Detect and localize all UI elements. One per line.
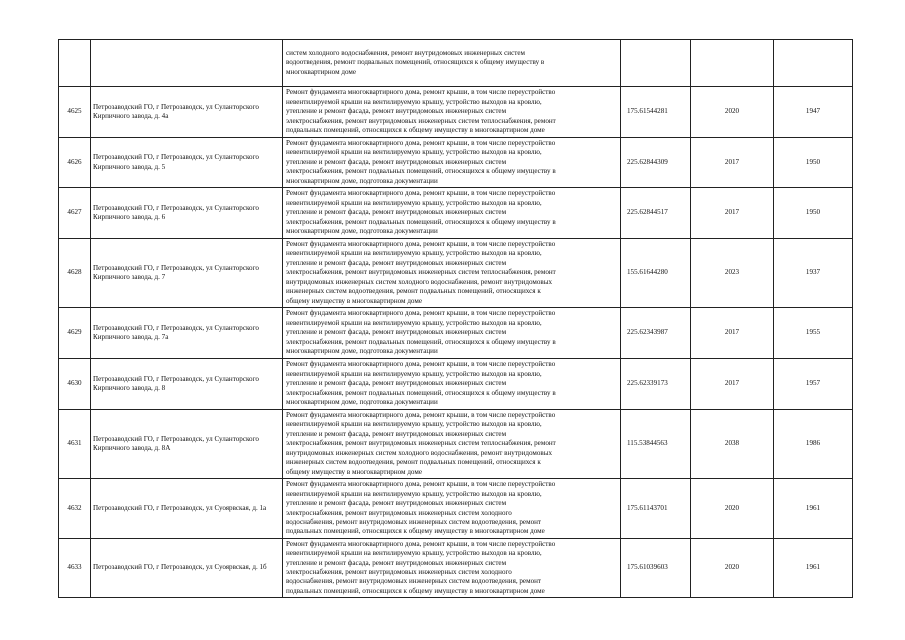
build-year-cell: 1950: [774, 188, 853, 239]
works-line: многоквартирном доме, подготовка документации: [286, 176, 438, 185]
address-cell: Петрозаводский ГО, г Петрозаводск, ул Суланторского Кирпичного завода, д. 6: [91, 188, 283, 239]
works-line: Ремонт фундамента многоквартирного дома, ремонт крыши, в том числе переустройство: [286, 411, 556, 420]
works-line: систем холодного водоснабжения, ремонт внутридомовых инженерных систем: [286, 48, 525, 57]
works-line: утепление и ремонт фасада, ремонт внутридомовых инженерных систем: [286, 157, 507, 166]
cost-value-cell: 225.62844309: [621, 138, 691, 188]
works-line: невентилируемой крыши на вентилируемую крышу, устройство выходов на кровлю,: [286, 198, 542, 207]
table-row: [59, 138, 853, 188]
table-row: [59, 308, 853, 359]
build-year-cell: 1950: [774, 138, 853, 188]
table-row: [59, 479, 853, 539]
address-cell: Петрозаводский ГО, г Петрозаводск, ул Суланторского Кирпичного завода, д. 8: [91, 359, 283, 410]
row-number-cell: 4625: [59, 87, 91, 138]
build-year-cell: 1961: [774, 539, 853, 598]
works-cell: [283, 539, 621, 598]
works-cell: [283, 87, 621, 138]
works-line: Ремонт фундамента многоквартирного дома, ремонт крыши, в том числе переустройство: [286, 480, 556, 489]
planned-year-cell: [691, 40, 774, 87]
row-number-cell: 4629: [59, 308, 91, 359]
planned-year-cell: 2020: [691, 479, 774, 539]
works-line: утепление и ремонт фасада, ремонт внутридомовых инженерных систем: [286, 429, 507, 438]
table-row: [59, 359, 853, 410]
works-line: водоснабжения, ремонт внутридомовых инженерных систем водоотведения, ремонт: [286, 577, 542, 586]
cost-value-cell: 225.62844517: [621, 188, 691, 239]
works-line: электроснабжения, ремонт внутридомовых инженерных систем холодного: [286, 508, 512, 517]
works-line: многоквартирном доме, подготовка документации: [286, 398, 438, 407]
row-number-cell: 4632: [59, 479, 91, 539]
works-line: водоотведения, ремонт подвальных помещений, относящихся к общему имуществу в: [286, 58, 545, 67]
works-line: Ремонт фундамента многоквартирного дома, ремонт крыши, в том числе переустройство: [286, 189, 556, 198]
works-line: утепление и ремонт фасада, ремонт внутридомовых инженерных систем: [286, 499, 507, 508]
works-line: подвальных помещений, относящихся к общему имуществу в многоквартирном доме: [286, 527, 545, 536]
works-line: Ремонт фундамента многоквартирного дома, ремонт крыши, в том числе переустройство: [286, 309, 556, 318]
address-cell: Петрозаводский ГО, г Петрозаводск, ул Суланторского Кирпичного завода, д. 5: [91, 138, 283, 188]
table-row: [59, 239, 853, 308]
works-cell: [283, 410, 621, 479]
row-number-cell: 4627: [59, 188, 91, 239]
build-year-cell: 1961: [774, 479, 853, 539]
works-line: электроснабжения, ремонт подвальных помещений, относящихся к общему имуществу в: [286, 388, 556, 397]
works-line: утепление и ремонт фасада, ремонт внутридомовых инженерных систем: [286, 258, 507, 267]
works-line: невентилируемой крыши на вентилируемую крышу, устройство выходов на кровлю,: [286, 148, 542, 157]
works-cell: [283, 359, 621, 410]
works-line: электроснабжения, ремонт подвальных помещений, относящихся к общему имуществу в: [286, 337, 556, 346]
works-line: электроснабжения, ремонт внутридомовых инженерных систем теплоснабжения, ремонт: [286, 268, 556, 277]
works-cell: [283, 188, 621, 239]
address-cell: Петрозаводский ГО, г Петрозаводск, ул Суланторского Кирпичного завода, д. 4а: [91, 87, 283, 138]
works-cell: [283, 308, 621, 359]
works-line: электроснабжения, ремонт внутридомовых инженерных систем теплоснабжения, ремонт: [286, 116, 556, 125]
planned-year-cell: 2020: [691, 539, 774, 598]
works-line: невентилируемой крыши на вентилируемую крышу, устройство выходов на кровлю,: [286, 489, 542, 498]
works-line: утепление и ремонт фасада, ремонт внутридомовых инженерных систем: [286, 328, 507, 337]
address-cell: [91, 40, 283, 87]
planned-year-cell: 2023: [691, 239, 774, 308]
works-line: подвальных помещений, относящихся к общему имуществу в многоквартирном доме: [286, 126, 545, 135]
works-line: невентилируемой крыши на вентилируемую крышу, устройство выходов на кровлю,: [286, 549, 542, 558]
works-line: утепление и ремонт фасада, ремонт внутридомовых инженерных систем: [286, 107, 507, 116]
works-line: невентилируемой крыши на вентилируемую крышу, устройство выходов на кровлю,: [286, 369, 542, 378]
planned-year-cell: 2038: [691, 410, 774, 479]
planned-year-cell: 2017: [691, 188, 774, 239]
address-cell: Петрозаводский ГО, г Петрозаводск, ул Суоярвская, д. 1а: [91, 479, 283, 539]
build-year-cell: 1947: [774, 87, 853, 138]
planned-year-cell: 2017: [691, 308, 774, 359]
works-line: общему имуществу в многоквартирном доме: [286, 467, 422, 476]
works-line: утепление и ремонт фасада, ремонт внутридомовых инженерных систем: [286, 558, 507, 567]
cost-value-cell: 155.61644280: [621, 239, 691, 308]
address-cell: Петрозаводский ГО, г Петрозаводск, ул Суланторского Кирпичного завода, д. 7а: [91, 308, 283, 359]
works-cell: [283, 138, 621, 188]
works-line: инженерных систем водоотведения, ремонт подвальных помещений, относящихся к: [286, 458, 541, 467]
cost-value-cell: [621, 40, 691, 87]
works-line: невентилируемой крыши на вентилируемую крышу, устройство выходов на кровлю,: [286, 318, 542, 327]
works-line: электроснабжения, ремонт внутридомовых инженерных систем теплоснабжения, ремонт: [286, 439, 556, 448]
planned-year-cell: 2017: [691, 138, 774, 188]
works-line: инженерных систем водоотведения, ремонт подвальных помещений, относящихся к: [286, 287, 541, 296]
works-line: водоснабжения, ремонт внутридомовых инженерных систем водоотведения, ремонт: [286, 517, 542, 526]
works-line: многоквартирном доме, подготовка документации: [286, 227, 438, 236]
row-number-cell: 4630: [59, 359, 91, 410]
works-line: внутридомовых инженерных систем холодного водоснабжения, ремонт внутридомовых: [286, 448, 553, 457]
works-line: Ремонт фундамента многоквартирного дома, ремонт крыши, в том числе переустройство: [286, 88, 556, 97]
cost-value-cell: 225.62339173: [621, 359, 691, 410]
planned-year-cell: 2020: [691, 87, 774, 138]
address-cell: Петрозаводский ГО, г Петрозаводск, ул Суланторского Кирпичного завода, д. 7: [91, 239, 283, 308]
works-cell: [283, 40, 621, 87]
row-number-cell: 4626: [59, 138, 91, 188]
build-year-cell: [774, 40, 853, 87]
row-number-cell: 4631: [59, 410, 91, 479]
works-line: электроснабжения, ремонт внутридомовых инженерных систем холодного: [286, 568, 512, 576]
build-year-cell: 1986: [774, 410, 853, 479]
table-row: [59, 40, 853, 87]
works-line: Ремонт фундамента многоквартирного дома, ремонт крыши, в том числе переустройство: [286, 360, 556, 369]
address-cell: Петрозаводский ГО, г Петрозаводск, ул Суоярвская, д. 1б: [91, 539, 283, 598]
table-row: [59, 87, 853, 138]
works-line: электроснабжения, ремонт подвальных помещений, относящихся к общему имуществу в: [286, 167, 556, 176]
works-cell: [283, 479, 621, 539]
table-row: [59, 539, 853, 598]
planned-year-cell: 2017: [691, 359, 774, 410]
works-line: невентилируемой крыши на вентилируемую крышу, устройство выходов на кровлю,: [286, 97, 542, 106]
works-line: утепление и ремонт фасада, ремонт внутридомовых инженерных систем: [286, 379, 507, 388]
works-line: невентилируемой крыши на вентилируемую крышу, устройство выходов на кровлю,: [286, 249, 542, 258]
build-year-cell: 1955: [774, 308, 853, 359]
address-cell: Петрозаводский ГО, г Петрозаводск, ул Суланторского Кирпичного завода, д. 8А: [91, 410, 283, 479]
cost-value-cell: 115.53844563: [621, 410, 691, 479]
works-line: подвальных помещений, относящихся к общему имуществу в многоквартирном доме: [286, 586, 545, 595]
works-line: внутридомовых инженерных систем холодного водоснабжения, ремонт внутридомовых: [286, 277, 553, 286]
capital-repair-table: [58, 39, 853, 598]
cost-value-cell: 225.62343987: [621, 308, 691, 359]
table-body: [59, 40, 853, 598]
table-row: [59, 188, 853, 239]
cost-value-cell: 175.61143701: [621, 479, 691, 539]
table-row: [59, 410, 853, 479]
works-cell: [283, 239, 621, 308]
row-number-cell: [59, 40, 91, 87]
row-number-cell: 4633: [59, 539, 91, 598]
works-line: невентилируемой крыши на вентилируемую крышу, устройство выходов на кровлю,: [286, 420, 542, 429]
works-line: общему имуществу в многоквартирном доме: [286, 296, 422, 305]
works-line: Ремонт фундамента многоквартирного дома, ремонт крыши, в том числе переустройство: [286, 539, 556, 548]
works-line: Ремонт фундамента многоквартирного дома, ремонт крыши, в том числе переустройство: [286, 240, 556, 249]
works-line: электроснабжения, ремонт подвальных помещений, относящихся к общему имуществу в: [286, 217, 556, 226]
cost-value-cell: 175.61039603: [621, 539, 691, 598]
works-line: многоквартирном доме, подготовка документации: [286, 347, 438, 356]
build-year-cell: 1957: [774, 359, 853, 410]
works-line: утепление и ремонт фасада, ремонт внутридомовых инженерных систем: [286, 208, 507, 217]
works-line: многоквартирном доме: [286, 67, 356, 76]
build-year-cell: 1937: [774, 239, 853, 308]
cost-value-cell: 175.61544281: [621, 87, 691, 138]
row-number-cell: 4628: [59, 239, 91, 308]
works-line: Ремонт фундамента многоквартирного дома, ремонт крыши, в том числе переустройство: [286, 138, 556, 147]
